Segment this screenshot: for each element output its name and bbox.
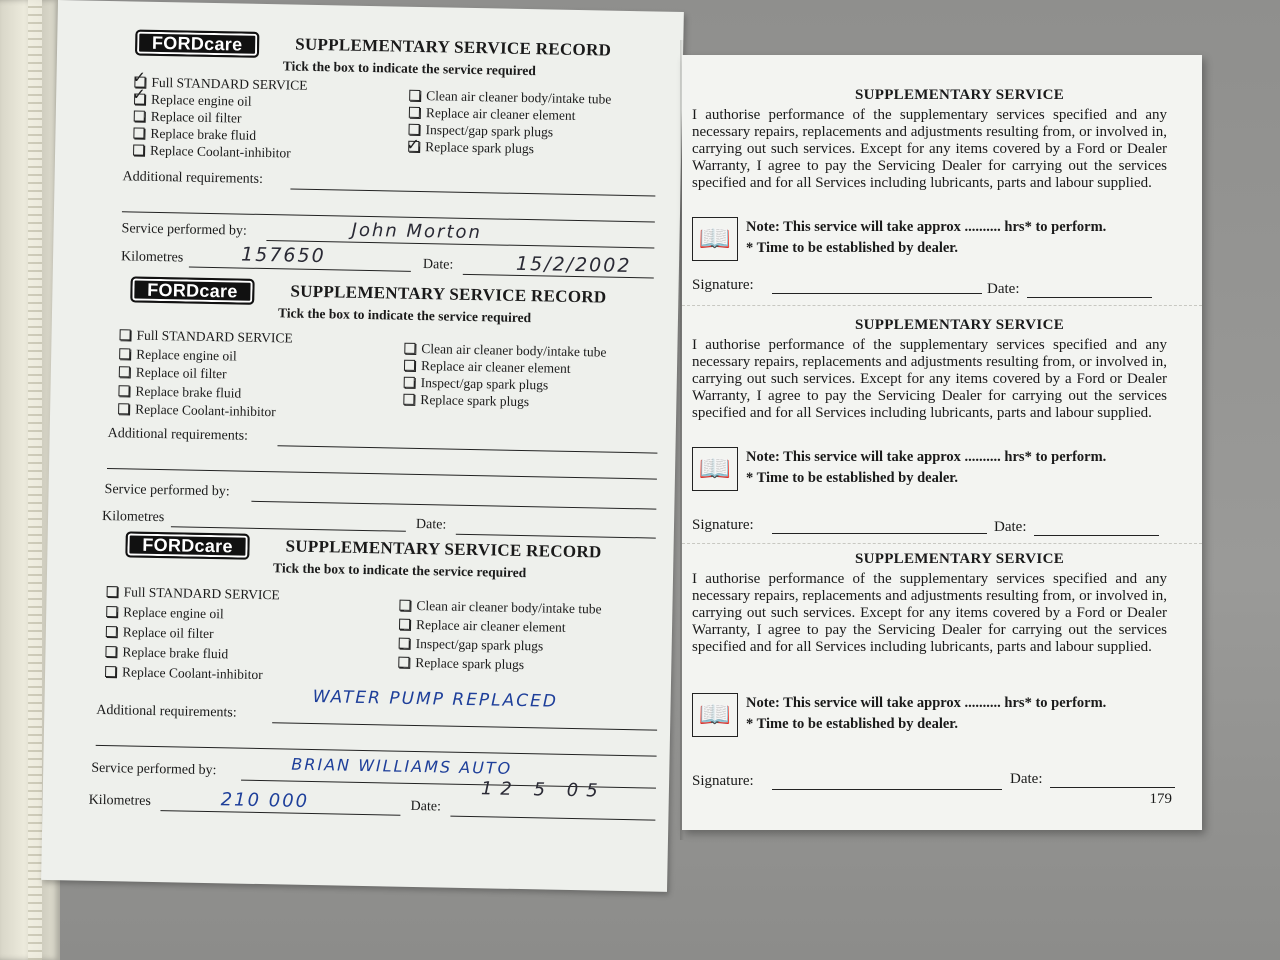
checkbox-replace-brake-fluid[interactable] [105,646,116,657]
book-icon: 📖 [692,217,738,261]
date-value: 15/2/2002 [515,252,632,278]
service-record-3 [88,531,661,815]
checkbox-replace-brake-fluid[interactable] [118,385,129,396]
additional-requirements-line[interactable] [277,445,657,453]
record-title: SUPPLEMENTARY SERVICE RECORD [295,34,612,60]
additional-requirements-line[interactable] [272,722,657,730]
option-replace-spark-plugs[interactable]: Replace spark plugs [398,654,600,677]
date-line[interactable] [1034,535,1159,536]
checkmark-icon: ✓ [132,67,147,87]
option-replace-spark-plugs[interactable]: Replace spark plugs [408,138,610,159]
checkbox-full-standard-service[interactable] [119,329,130,340]
book-icon: 📖 [692,693,738,737]
supplementary-service-3 [692,551,1167,789]
option-replace-coolant[interactable]: Replace Coolant-inhibitor [105,663,278,686]
checkmark-icon: ✓ [132,84,146,104]
option-replace-engine-oil[interactable]: Replace engine oil [134,90,307,110]
additional-requirements-label: Additional requirements: [107,426,249,444]
date-line[interactable] [450,816,655,821]
right-options [398,597,602,677]
option-replace-oil-filter[interactable]: Replace oil filter [134,107,307,127]
perforation-line [682,305,1202,306]
additional-requirements-label: Additional requirements: [96,702,237,721]
checkbox-replace-coolant[interactable] [118,403,129,414]
option-replace-air-cleaner[interactable]: Replace air cleaner element [399,616,601,639]
service-performed-by-label: Service performed by: [104,481,230,500]
fordcare-logo: FORDcare [125,531,249,559]
checkbox-inspect-spark-plugs[interactable] [408,124,419,135]
left-options [133,73,308,161]
checkbox-replace-air-cleaner[interactable] [404,360,415,371]
perforation-line [682,543,1202,544]
option-replace-coolant[interactable]: Replace Coolant-inhibitor [118,400,291,422]
option-replace-brake-fluid[interactable]: Replace brake fluid [105,643,278,666]
option-replace-air-cleaner[interactable]: Replace air cleaner element [404,357,606,378]
supplementary-service-1 [692,87,1167,297]
kilometres-label: Kilometres [120,249,184,266]
option-replace-brake-fluid[interactable]: Replace brake fluid [133,124,306,144]
note-line-2: * Time to be established by dealer. [746,240,959,256]
kilometres-value: 157650 [240,243,326,268]
kilometres-label: Kilometres [101,508,165,526]
option-full-standard-service[interactable]: Full STANDARD SERVICE [106,583,279,606]
date-value: 12 5 05 [480,778,606,802]
option-full-standard-service[interactable]: Full STANDARD SERVICE [119,326,292,348]
checkbox-clean-air-cleaner[interactable] [404,343,415,354]
fordcare-logo: FORDcare [130,276,254,304]
right-options [403,340,606,412]
option-replace-brake-fluid[interactable]: Replace brake fluid [118,382,291,404]
signature-line[interactable] [772,293,982,294]
service-authorisation-text: I authorise performance of the supplementary services specified and any necessary repairs, replacements and adjustments resulting from, or involved in, carrying out such services. Except for any items covered by a Ford or Dealer Warranty, I agree to pay the Servicing Dealer for carrying out the services specified and for all Services including lubricants, parts and labour supplied. [692,571,1167,655]
left-options [118,326,293,422]
checkbox-replace-engine-oil[interactable] [119,348,130,359]
time-note [692,447,1172,499]
signature-label: Signature: [692,277,754,293]
note-text [746,447,1106,489]
kilometres-value: 210 000 [220,789,310,812]
right-page [682,55,1202,830]
checkmark-icon: ✓ [406,134,420,154]
record-title: SUPPLEMENTARY SERVICE RECORD [290,281,607,307]
option-inspect-spark-plugs[interactable]: Inspect/gap spark plugs [408,121,610,142]
note-text [746,217,1106,259]
service-title: SUPPLEMENTARY SERVICE [854,87,1065,103]
service-performed-by-line[interactable] [251,501,656,510]
book-icon: 📖 [692,447,738,491]
checkbox-replace-spark-plugs[interactable] [403,394,414,405]
checkbox-replace-coolant[interactable] [105,666,116,677]
additional-requirements-line-2[interactable] [107,468,657,480]
service-record-1 [120,29,670,304]
performed-by-value: John Morton [351,219,483,244]
note-line-1: Note: This service will take approx .......... hrs* to perform. [746,449,1107,465]
checkbox-full-standard-service[interactable] [107,586,118,597]
signature-line[interactable] [772,533,987,534]
supplementary-service-2 [692,317,1167,535]
kilometres-label: Kilometres [88,792,151,809]
option-inspect-spark-plugs[interactable]: Inspect/gap spark plugs [404,374,606,395]
option-clean-air-cleaner[interactable]: Clean air cleaner body/intake tube [404,340,606,361]
service-title: SUPPLEMENTARY SERVICE [854,551,1065,567]
page-number: 179 [1149,791,1172,807]
option-clean-air-cleaner[interactable]: Clean air cleaner body/intake tube [409,87,611,108]
service-performed-by-label: Service performed by: [121,221,247,239]
date-line[interactable] [1050,787,1175,788]
left-options [105,583,280,686]
date-label: Date: [410,798,442,815]
signature-line[interactable] [772,789,1002,790]
checkbox-replace-air-cleaner[interactable] [399,619,410,630]
option-replace-spark-plugs[interactable]: Replace spark plugs [403,391,605,412]
checkbox-clean-air-cleaner[interactable] [409,90,420,101]
note-line-2: * Time to be established by dealer. [746,716,959,732]
spiral-binding [28,0,42,960]
additional-requirements-label: Additional requirements: [122,169,264,187]
checkbox-replace-oil-filter[interactable] [106,626,117,637]
signature-label: Signature: [692,517,754,533]
service-performed-by-label: Service performed by: [91,760,217,779]
checkbox-replace-oil-filter[interactable] [134,110,145,121]
option-clean-air-cleaner[interactable]: Clean air cleaner body/intake tube [399,597,601,620]
checkbox-inspect-spark-plugs[interactable] [404,377,415,388]
fordcare-logo: FORDcare [135,29,259,57]
note-line-1: Note: This service will take approx .......... hrs* to perform. [746,219,1107,235]
option-replace-coolant[interactable]: Replace Coolant-inhibitor [133,141,306,161]
time-note [692,217,1172,269]
additional-requirements-value: WATER PUMP REPLACED [312,687,559,712]
checkbox-replace-brake-fluid[interactable] [133,127,144,138]
checkbox-clean-air-cleaner[interactable] [399,600,410,611]
performed-by-value: BRIAN WILLIAMS AUTO [291,754,513,778]
option-replace-oil-filter[interactable]: Replace oil filter [106,623,279,646]
checkbox-replace-spark-plugs[interactable] [398,657,409,668]
option-replace-engine-oil[interactable]: Replace engine oil [106,603,279,626]
service-record-2 [101,276,666,551]
date-label: Date: [422,257,454,273]
note-line-2: * Time to be established by dealer. [746,470,959,486]
signature-label: Signature: [692,773,754,789]
service-title: SUPPLEMENTARY SERVICE [854,317,1065,333]
note-line-1: Note: This service will take approx .......... hrs* to perform. [746,695,1107,711]
service-authorisation-text: I authorise performance of the supplementary services specified and any necessary repairs, replacements and adjustments resulting from, or involved in, carrying out such services. Except for any items covered by a Ford or Dealer Warranty, I agree to pay the Servicing Dealer for carrying out the services specified and for all Services including lubricants, parts and labour supplied. [692,107,1167,191]
option-replace-oil-filter[interactable]: Replace oil filter [119,363,292,385]
date-label: Date: [994,519,1027,535]
option-replace-air-cleaner[interactable]: Replace air cleaner element [409,104,611,125]
checkbox-replace-oil-filter[interactable] [119,366,130,377]
checkbox-replace-coolant[interactable] [133,144,144,155]
option-replace-engine-oil[interactable]: Replace engine oil [119,345,292,367]
kilometres-line[interactable] [171,526,406,532]
kilometres-line[interactable] [189,267,411,272]
date-label: Date: [987,281,1020,297]
additional-requirements-line[interactable] [290,188,655,196]
time-note [692,693,1172,745]
option-full-standard-service[interactable]: Full STANDARD SERVICE [134,73,307,93]
right-options [408,87,611,159]
date-label: Date: [415,516,447,533]
date-line[interactable] [1027,297,1152,298]
record-title: SUPPLEMENTARY SERVICE RECORD [285,536,602,562]
checkbox-inspect-spark-plugs[interactable] [399,638,410,649]
date-label: Date: [1010,771,1043,787]
option-inspect-spark-plugs[interactable]: Inspect/gap spark plugs [399,635,601,658]
checkbox-replace-air-cleaner[interactable] [409,107,420,118]
service-authorisation-text: I authorise performance of the supplementary services specified and any necessary repairs, replacements and adjustments resulting from, or involved in, carrying out such services. Except for any items covered by a Ford or Dealer Warranty, I agree to pay the Servicing Dealer for carrying out the services specified and for all Services including lubricants, parts and labour supplied. [692,337,1167,421]
note-text [746,693,1106,735]
record-subtitle: Tick the box to indicate the service required [272,560,527,581]
checkbox-replace-engine-oil[interactable] [106,606,117,617]
additional-requirements-line-2[interactable] [96,745,657,757]
record-subtitle: Tick the box to indicate the service required [282,58,536,79]
record-subtitle: Tick the box to indicate the service required [277,305,532,326]
left-page [41,0,684,892]
